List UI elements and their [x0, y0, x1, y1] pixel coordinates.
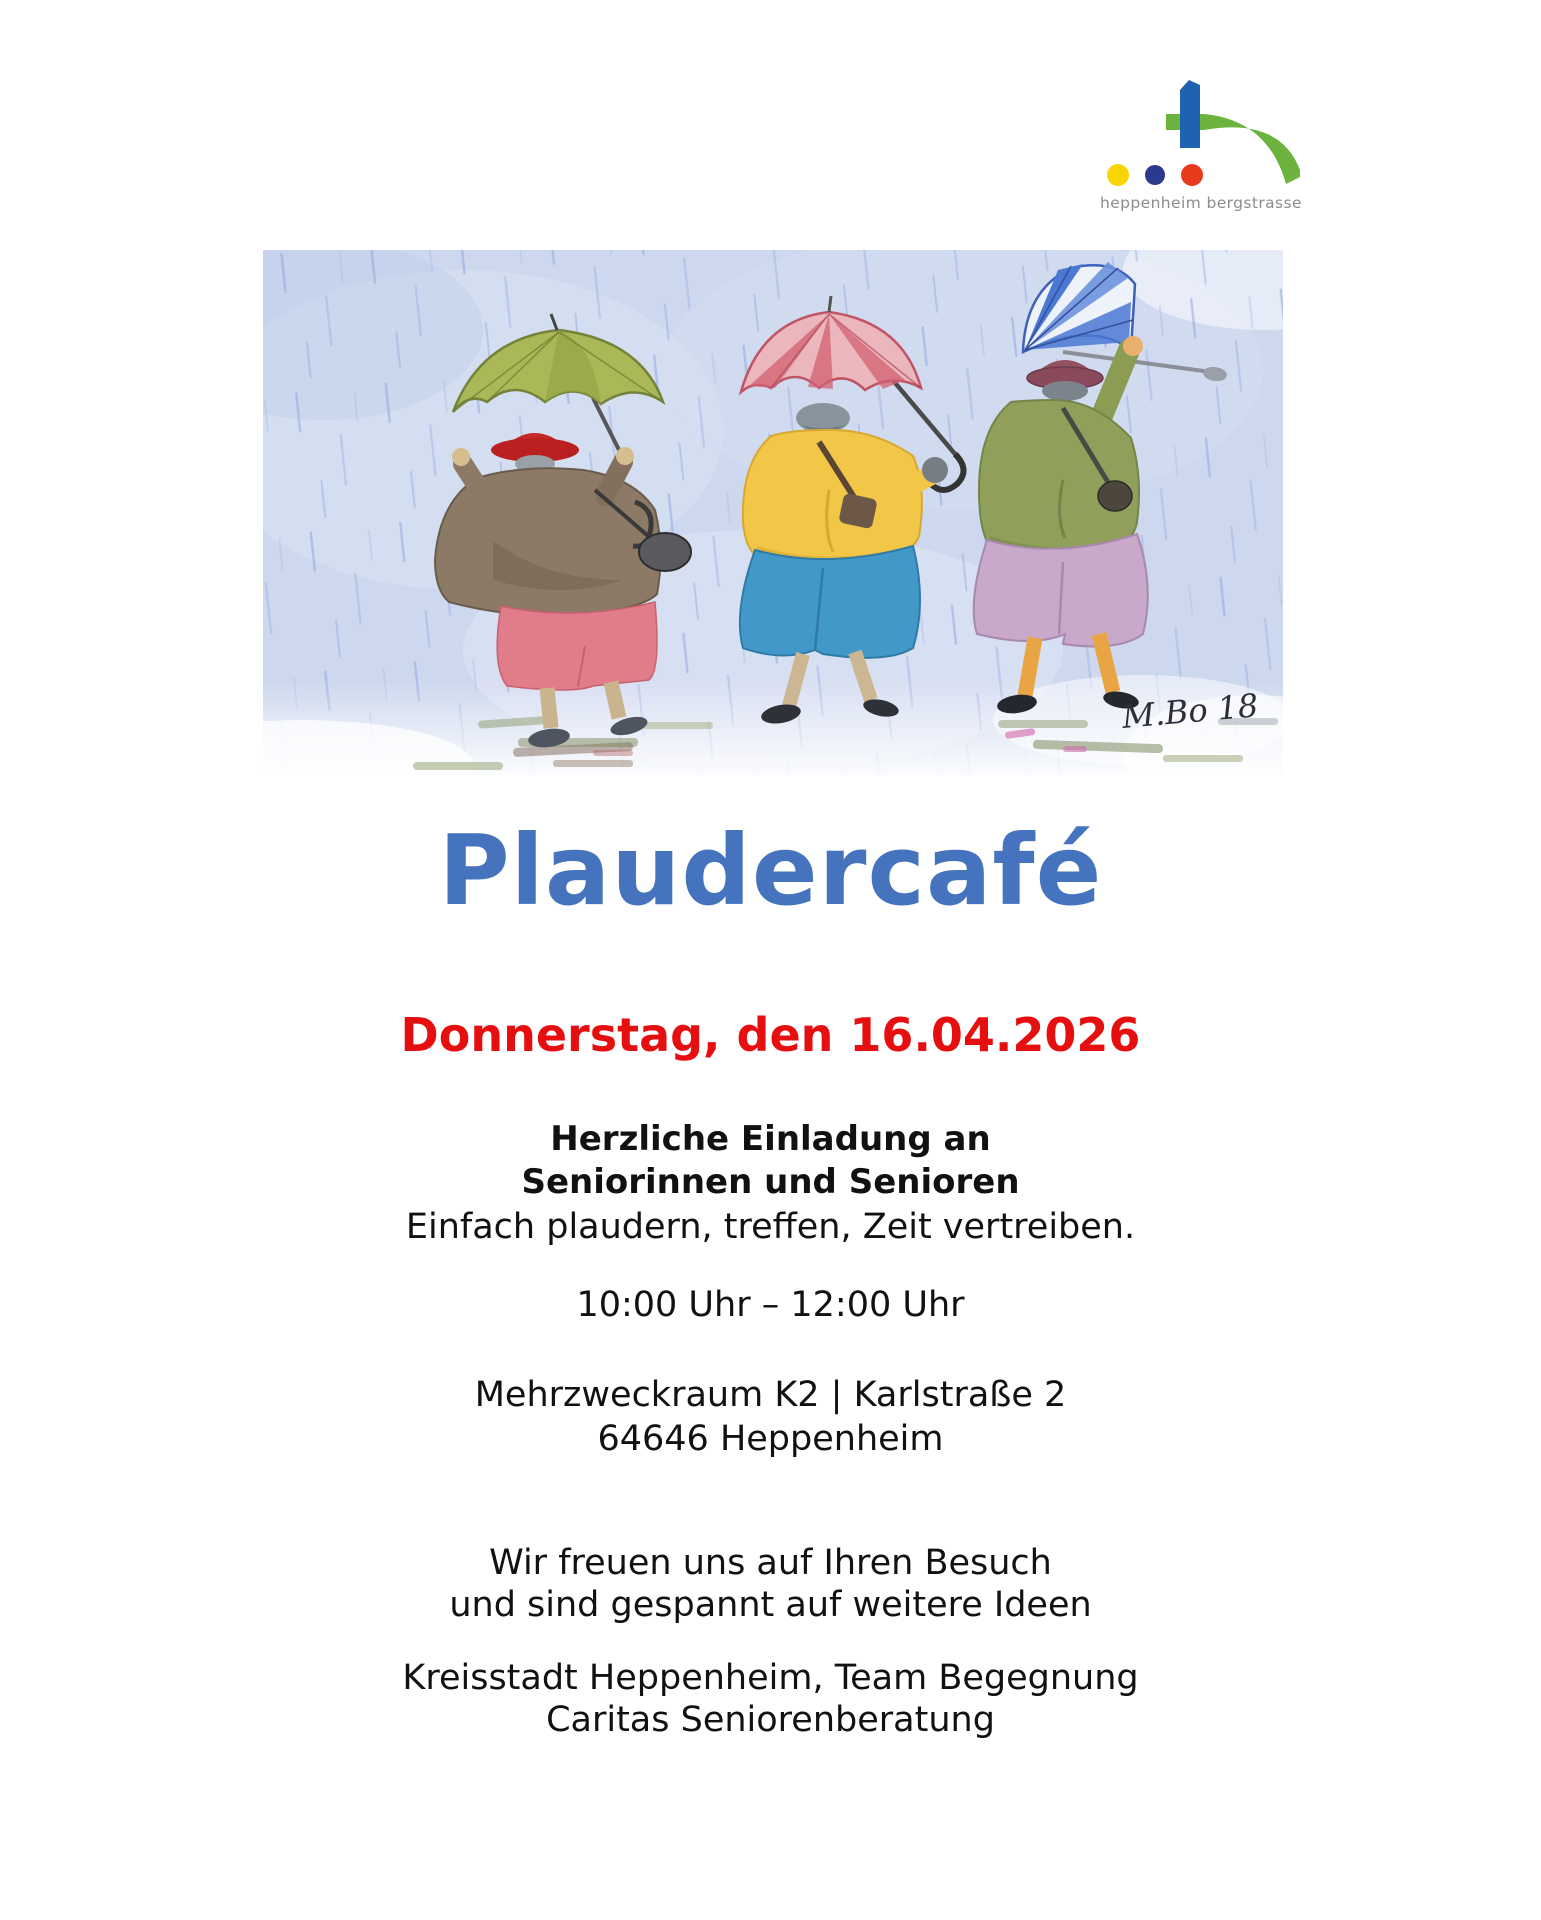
logo [1100, 70, 1312, 212]
logo-yellow-dot-icon [1107, 164, 1129, 186]
logo-mark-icon [1100, 70, 1300, 190]
logo-text: heppenheim bergstrasse [1100, 194, 1302, 212]
organizer-line-1: Kreisstadt Heppenheim, Team Begegnung [402, 1658, 1139, 1698]
logo-red-dot-icon [1181, 164, 1203, 186]
logo-blue-dot-icon [1145, 165, 1165, 185]
tagline: Einfach plaudern, treffen, Zeit vertreiben. [405, 1207, 1136, 1247]
closing-line-2: und sind gespannt auf weitere Ideen [449, 1585, 1092, 1625]
closing-line-1: Wir freuen uns auf Ihren Besuch [489, 1543, 1052, 1583]
logo-bar-icon [1180, 80, 1200, 148]
invite-line-1: Herzliche Einladung an [550, 1119, 991, 1159]
painting-signature: M.Bo 18 [1120, 686, 1260, 736]
watercolor-painting [263, 250, 1283, 775]
page-title: Plaudercafé [438, 814, 1103, 927]
event-date: Donnerstag, den 16.04.2026 [400, 1008, 1141, 1062]
invite-line-2: Seniorinnen und Senioren [521, 1162, 1020, 1202]
location-line-2: 64646 Heppenheim [597, 1419, 944, 1459]
event-time: 10:00 Uhr – 12:00 Uhr [576, 1285, 965, 1325]
location-line-1: Mehrzweckraum K2 | Karlstraße 2 [474, 1375, 1067, 1415]
organizer-line-2: Caritas Seniorenberatung [546, 1700, 995, 1740]
